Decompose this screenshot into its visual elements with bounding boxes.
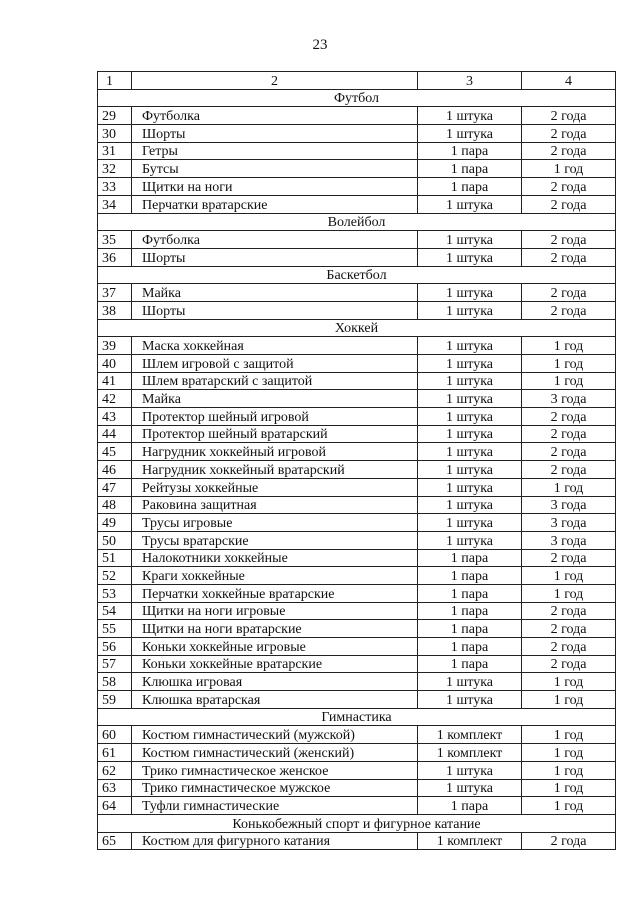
table-row	[98, 567, 616, 585]
item-period: 2 года	[522, 655, 616, 673]
item-name: Трусы игровые	[132, 514, 418, 532]
item-period: 1 год	[522, 691, 616, 709]
item-period: 2 года	[522, 178, 616, 196]
row-number: 55	[98, 620, 132, 638]
item-name: Рейтузы хоккейные	[132, 478, 418, 496]
item-name: Гетры	[132, 142, 418, 160]
row-number: 60	[98, 726, 132, 744]
row-number: 58	[98, 673, 132, 691]
item-quantity: 1 пара	[418, 797, 522, 815]
item-period: 3 года	[522, 514, 616, 532]
table-row	[98, 461, 616, 479]
item-quantity: 1 штука	[418, 478, 522, 496]
item-period: 1 год	[522, 797, 616, 815]
item-name: Футболка	[132, 107, 418, 125]
item-name: Шорты	[132, 248, 418, 266]
section-header-row	[98, 266, 616, 284]
item-period: 1 год	[522, 355, 616, 373]
row-number: 42	[98, 390, 132, 408]
item-name: Щитки на ноги игровые	[132, 602, 418, 620]
item-name: Раковина защитная	[132, 496, 418, 514]
item-period: 1 год	[522, 337, 616, 355]
item-quantity: 1 штука	[418, 531, 522, 549]
item-period: 1 год	[522, 744, 616, 762]
row-number: 46	[98, 461, 132, 479]
row-number: 47	[98, 478, 132, 496]
item-period: 2 года	[522, 832, 616, 850]
section-header-row	[98, 814, 616, 832]
item-quantity: 1 пара	[418, 142, 522, 160]
row-number: 38	[98, 301, 132, 319]
table-row	[98, 337, 616, 355]
item-quantity: 1 комплект	[418, 744, 522, 762]
item-period: 2 года	[522, 408, 616, 426]
table-row	[98, 531, 616, 549]
row-number: 34	[98, 195, 132, 213]
item-quantity: 1 пара	[418, 567, 522, 585]
header-cell-3: 3	[418, 72, 522, 90]
item-period: 1 год	[522, 779, 616, 797]
row-number: 54	[98, 602, 132, 620]
table-row	[98, 673, 616, 691]
table-row	[98, 355, 616, 373]
row-number: 48	[98, 496, 132, 514]
row-number: 40	[98, 355, 132, 373]
table-header-row	[98, 72, 616, 90]
item-period: 2 года	[522, 107, 616, 125]
section-header-row	[98, 319, 616, 337]
item-quantity: 1 пара	[418, 602, 522, 620]
item-period: 2 года	[522, 461, 616, 479]
row-number: 37	[98, 284, 132, 302]
item-quantity: 1 пара	[418, 638, 522, 656]
table-row	[98, 231, 616, 249]
header-cell-2: 2	[132, 72, 418, 90]
row-number: 44	[98, 425, 132, 443]
table-row	[98, 443, 616, 461]
item-quantity: 1 комплект	[418, 832, 522, 850]
row-number: 32	[98, 160, 132, 178]
table-row	[98, 761, 616, 779]
table-row	[98, 655, 616, 673]
table-row	[98, 248, 616, 266]
item-quantity: 1 штука	[418, 425, 522, 443]
item-quantity: 1 штука	[418, 779, 522, 797]
item-period: 1 год	[522, 761, 616, 779]
table-row	[98, 726, 616, 744]
row-number: 57	[98, 655, 132, 673]
item-quantity: 1 штука	[418, 496, 522, 514]
item-name: Щитки на ноги вратарские	[132, 620, 418, 638]
item-period: 1 год	[522, 160, 616, 178]
item-quantity: 1 штука	[418, 390, 522, 408]
item-name: Краги хоккейные	[132, 567, 418, 585]
item-name: Коньки хоккейные игровые	[132, 638, 418, 656]
item-quantity: 1 штука	[418, 673, 522, 691]
item-quantity: 1 штука	[418, 284, 522, 302]
item-name: Клюшка вратарская	[132, 691, 418, 709]
item-name: Майка	[132, 390, 418, 408]
row-number: 64	[98, 797, 132, 815]
table-row	[98, 620, 616, 638]
item-name: Коньки хоккейные вратарские	[132, 655, 418, 673]
row-number: 41	[98, 372, 132, 390]
item-period: 2 года	[522, 248, 616, 266]
item-name: Бутсы	[132, 160, 418, 178]
page-number: 23	[312, 37, 328, 53]
row-number: 49	[98, 514, 132, 532]
item-quantity: 1 пара	[418, 584, 522, 602]
table-row	[98, 797, 616, 815]
item-name: Трусы вратарские	[132, 531, 418, 549]
row-number: 50	[98, 531, 132, 549]
item-quantity: 1 штука	[418, 231, 522, 249]
table-row	[98, 602, 616, 620]
table-row	[98, 425, 616, 443]
item-quantity: 1 штука	[418, 461, 522, 479]
section-header-row	[98, 213, 616, 231]
item-quantity: 1 штука	[418, 691, 522, 709]
item-name: Маска хоккейная	[132, 337, 418, 355]
item-period: 3 года	[522, 390, 616, 408]
item-period: 2 года	[522, 620, 616, 638]
item-name: Туфли гимнастические	[132, 797, 418, 815]
item-period: 1 год	[522, 673, 616, 691]
section-title: Волейбол	[98, 213, 616, 231]
section-title: Баскетбол	[98, 266, 616, 284]
item-name: Шлем игровой с защитой	[132, 355, 418, 373]
equipment-table	[97, 71, 616, 850]
item-quantity: 1 штука	[418, 761, 522, 779]
row-number: 31	[98, 142, 132, 160]
table-row	[98, 638, 616, 656]
table-row	[98, 107, 616, 125]
table-row	[98, 691, 616, 709]
row-number: 33	[98, 178, 132, 196]
item-quantity: 1 штука	[418, 337, 522, 355]
row-number: 36	[98, 248, 132, 266]
item-name: Щитки на ноги	[132, 178, 418, 196]
table-row	[98, 514, 616, 532]
item-period: 1 год	[522, 726, 616, 744]
item-name: Шорты	[132, 125, 418, 143]
item-name: Клюшка игровая	[132, 673, 418, 691]
row-number: 56	[98, 638, 132, 656]
item-period: 3 года	[522, 531, 616, 549]
row-number: 61	[98, 744, 132, 762]
item-quantity: 1 штука	[418, 355, 522, 373]
row-number: 43	[98, 408, 132, 426]
item-period: 1 год	[522, 567, 616, 585]
item-quantity: 1 пара	[418, 160, 522, 178]
table-row	[98, 779, 616, 797]
header-cell-4: 4	[522, 72, 616, 90]
item-quantity: 1 штука	[418, 301, 522, 319]
item-name: Протектор шейный игровой	[132, 408, 418, 426]
item-quantity: 1 штука	[418, 514, 522, 532]
item-period: 2 года	[522, 549, 616, 567]
row-number: 59	[98, 691, 132, 709]
equipment-table-body	[98, 72, 616, 850]
item-period: 2 года	[522, 142, 616, 160]
table-row	[98, 549, 616, 567]
item-quantity: 1 пара	[418, 178, 522, 196]
item-quantity: 1 пара	[418, 549, 522, 567]
item-period: 2 года	[522, 195, 616, 213]
table-row	[98, 744, 616, 762]
item-name: Трико гимнастическое женское	[132, 761, 418, 779]
item-period: 1 год	[522, 372, 616, 390]
table-row	[98, 178, 616, 196]
table-row	[98, 584, 616, 602]
row-number: 53	[98, 584, 132, 602]
item-quantity: 1 штука	[418, 248, 522, 266]
item-period: 3 года	[522, 496, 616, 514]
row-number: 52	[98, 567, 132, 585]
table-row	[98, 284, 616, 302]
item-period: 2 года	[522, 638, 616, 656]
item-name: Майка	[132, 284, 418, 302]
row-number: 30	[98, 125, 132, 143]
item-period: 2 года	[522, 284, 616, 302]
table-row	[98, 408, 616, 426]
item-quantity: 1 штука	[418, 408, 522, 426]
row-number: 45	[98, 443, 132, 461]
item-quantity: 1 штука	[418, 125, 522, 143]
row-number: 39	[98, 337, 132, 355]
item-name: Нагрудник хоккейный игровой	[132, 443, 418, 461]
table-row	[98, 390, 616, 408]
item-quantity: 1 комплект	[418, 726, 522, 744]
row-number: 35	[98, 231, 132, 249]
table-row	[98, 195, 616, 213]
table-row	[98, 160, 616, 178]
item-name: Шорты	[132, 301, 418, 319]
item-name: Костюм для фигурного катания	[132, 832, 418, 850]
table-row	[98, 496, 616, 514]
item-name: Костюм гимнастический (женский)	[132, 744, 418, 762]
header-cell-1: 1	[98, 72, 132, 90]
item-name: Трико гимнастическое мужское	[132, 779, 418, 797]
item-quantity: 1 штука	[418, 195, 522, 213]
section-title: Конькобежный спорт и фигурное катание	[98, 814, 616, 832]
section-header-row	[98, 708, 616, 726]
item-quantity: 1 штука	[418, 107, 522, 125]
section-title: Хоккей	[98, 319, 616, 337]
item-period: 2 года	[522, 125, 616, 143]
item-name: Перчатки хоккейные вратарские	[132, 584, 418, 602]
section-header-row	[98, 89, 616, 107]
item-period: 2 года	[522, 602, 616, 620]
item-period: 1 год	[522, 584, 616, 602]
table-row	[98, 142, 616, 160]
table-row	[98, 372, 616, 390]
item-quantity: 1 пара	[418, 620, 522, 638]
table-row	[98, 125, 616, 143]
item-name: Перчатки вратарские	[132, 195, 418, 213]
item-quantity: 1 пара	[418, 655, 522, 673]
row-number: 62	[98, 761, 132, 779]
row-number: 65	[98, 832, 132, 850]
row-number: 63	[98, 779, 132, 797]
item-name: Налокотники хоккейные	[132, 549, 418, 567]
item-name: Костюм гимнастический (мужской)	[132, 726, 418, 744]
item-period: 2 года	[522, 443, 616, 461]
item-name: Футболка	[132, 231, 418, 249]
table-row	[98, 478, 616, 496]
item-period: 2 года	[522, 425, 616, 443]
section-title: Футбол	[98, 89, 616, 107]
table-row	[98, 832, 616, 850]
section-title: Гимнастика	[98, 708, 616, 726]
item-quantity: 1 штука	[418, 372, 522, 390]
table-row	[98, 301, 616, 319]
item-quantity: 1 штука	[418, 443, 522, 461]
row-number: 29	[98, 107, 132, 125]
item-name: Шлем вратарский с защитой	[132, 372, 418, 390]
item-name: Протектор шейный вратарский	[132, 425, 418, 443]
item-period: 2 года	[522, 301, 616, 319]
item-period: 2 года	[522, 231, 616, 249]
row-number: 51	[98, 549, 132, 567]
item-name: Нагрудник хоккейный вратарский	[132, 461, 418, 479]
item-period: 1 год	[522, 478, 616, 496]
